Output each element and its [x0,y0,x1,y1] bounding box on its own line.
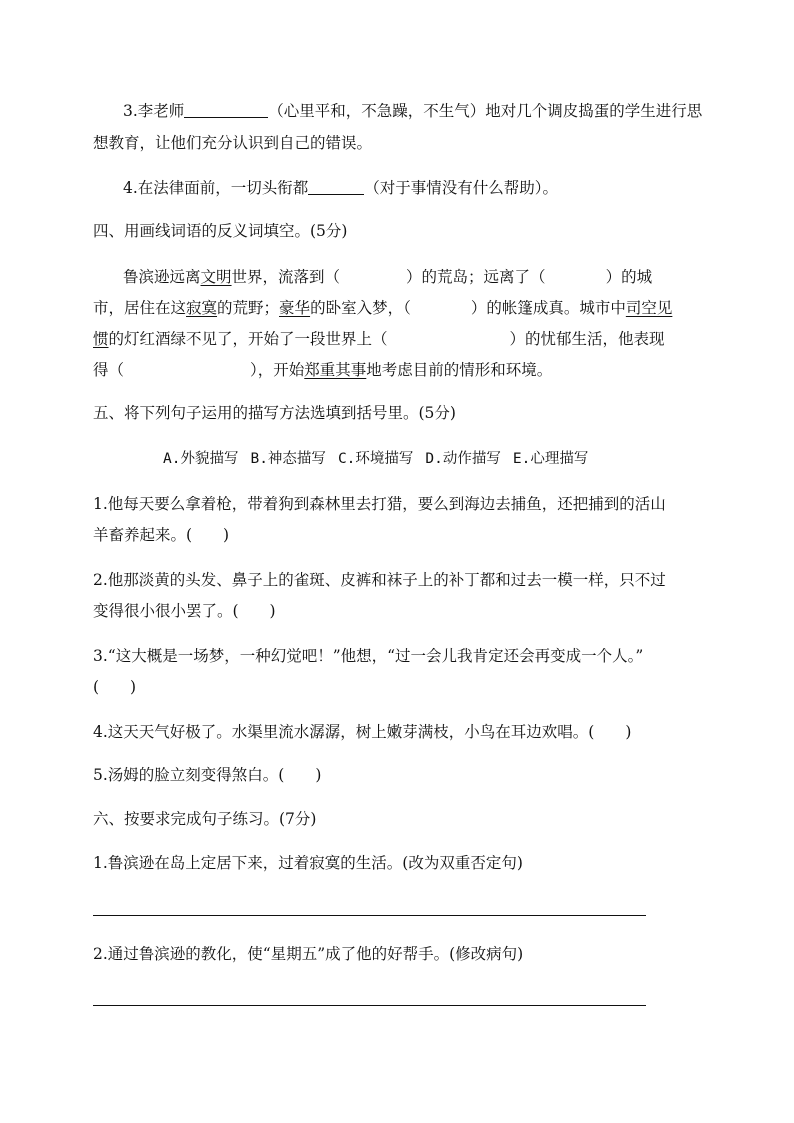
s6-item-2-answer-line[interactable] [93,1005,646,1006]
s4-text: 的荒野； [217,299,280,317]
q4-text-2: （对于事情没有什么帮助）。 [364,179,559,197]
s4-underlined-word: 寂寞 [186,299,218,317]
s4-underlined-word: 郑重其事 [304,361,367,379]
s5-item-3-line2[interactable]: ( ) [93,678,137,696]
s4-text: 市，居住在这 [93,299,187,317]
section6-heading: 六、按要求完成句子练习。(7分) [93,810,317,828]
section4-para-line2 [93,293,699,324]
section5-options [163,444,683,475]
q4-line [93,173,729,204]
s4-underlined-word: 豪华 [279,299,311,317]
s5-item-2-line2[interactable]: 变得很小很小罢了。( ) [93,602,276,620]
s6-item-1-answer-line[interactable] [93,915,646,916]
q4-answer-blank[interactable] [308,176,364,195]
s4-underlined-word: 文明 [200,268,232,286]
section4-para-line4 [93,355,699,386]
s4-text: 地考虑目前的情形和环境。 [366,361,553,379]
option-e: E.心理描写 [512,451,589,467]
s4-text: 鲁滨逊远离 [123,268,201,286]
s5-item-5[interactable]: 5.汤姆的脸立刻变得煞白。( ) [93,766,322,784]
s6-item-2: 2.通过鲁滨逊的教化，使“星期五”成了他的好帮手。(修改病句) [93,945,524,963]
s4-underlined-word: 惯 [93,330,109,348]
s4-text: ）的忧郁生活，他表现 [509,330,665,348]
q3-text-1: 3.李老师 [123,102,185,120]
s4-text: ）的荒岛；远离了（ [406,268,546,286]
q3-answer-blank[interactable] [184,99,268,118]
section4-heading: 四、用画线词语的反义词填空。(5分) [93,222,348,240]
s4-text: 得（ [93,361,125,379]
s4-text: 世界，流落到（ [231,268,341,286]
s4-text: ）的帐篷成真。城市中 [470,299,626,317]
s4-underlined-word: 司空见 [625,299,673,317]
s4-text: ）的城 [605,268,653,286]
q3-line1 [93,96,729,127]
option-d: D.动作描写 [425,451,501,467]
section5-heading: 五、将下列句子运用的描写方法选填到括号里。(5分) [93,404,456,422]
section4-para-line3 [93,324,699,355]
s4-text: ），开始 [250,361,305,379]
s5-item-1-line1: 1.他每天要么拿着枪，带着狗到森林里去打猎，要么到海边去捕鱼，还把捕到的活山 [93,495,666,513]
section4-para-line1 [93,262,729,293]
s5-item-4[interactable]: 4.这天天气好极了。水渠里流水潺潺，树上嫩芽满枝，小鸟在耳边欢唱。( ) [93,723,632,741]
s4-text: 的卧室入梦，（ [310,299,411,317]
option-a: A.外貌描写 [163,451,239,467]
q4-text-1: 4.在法律面前，一切头衔都 [123,179,309,197]
q3-text-2: （心里平和，不急躁，不生气）地对几个调皮捣蛋的学生进行思 [268,102,703,120]
s4-text: 的灯红酒绿不见了，开始了一段世界上（ [108,330,388,348]
s5-item-3-line1: 3.“这大概是一场梦，一种幻觉吧！”他想，“过一会儿我肯定还会再变成一个人。” [93,647,644,665]
q3-line2: 想教育，让他们充分认识到自己的错误。 [93,134,373,152]
s6-item-1: 1.鲁滨逊在岛上定居下来，过着寂寞的生活。(改为双重否定句) [93,854,523,872]
s5-item-1-line2[interactable]: 羊畜养起来。( ) [93,526,230,544]
option-c: C.环境描写 [337,451,414,467]
option-b: B.神态描写 [250,451,326,467]
s5-item-2-line1: 2.他那淡黄的头发、鼻子上的雀斑、皮裤和袜子上的补丁都和过去一模一样，只不过 [93,571,666,589]
